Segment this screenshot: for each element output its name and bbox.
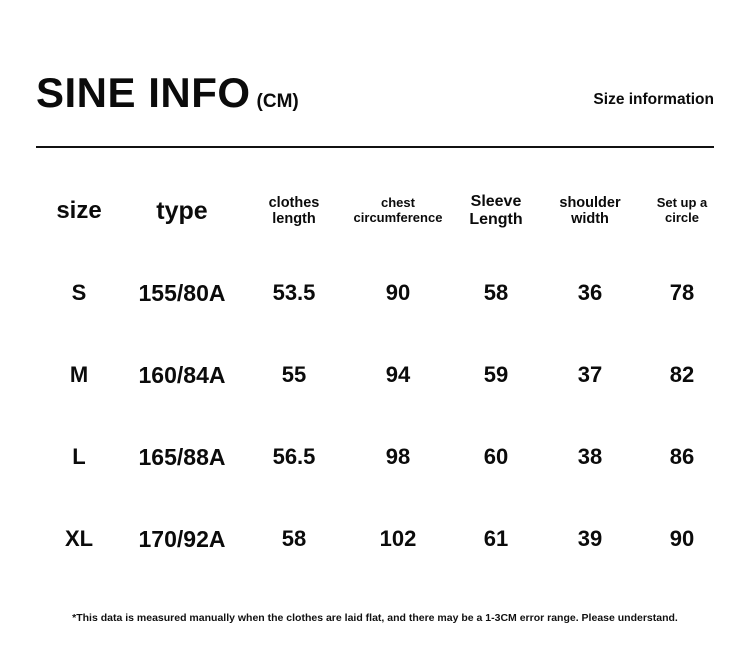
cell-sleeve-length: 60 xyxy=(483,444,509,469)
table-row xyxy=(36,416,726,498)
cell-sleeve-length: 59 xyxy=(483,362,509,387)
column-header-size-line1: size xyxy=(56,196,102,224)
size-table xyxy=(36,170,726,580)
cell-set-up-a-circle: 86 xyxy=(669,444,695,469)
cell-clothes-length: 53.5 xyxy=(272,280,316,305)
header xyxy=(36,58,714,114)
cell-set-up-a-circle: 82 xyxy=(669,362,695,387)
cell-size: M xyxy=(69,362,89,387)
cell-clothes-length: 58 xyxy=(281,526,307,551)
page-title-main: SINE INFO xyxy=(36,69,251,116)
column-header-set-up-a-circle xyxy=(638,170,726,252)
cell-size: XL xyxy=(64,526,94,551)
cell-chest-circumference: 102 xyxy=(379,526,417,551)
column-header-clothes-length xyxy=(242,170,346,252)
cell-shoulder-width: 39 xyxy=(577,526,603,551)
cell-type: 165/88A xyxy=(138,443,226,470)
cell-clothes-length: 56.5 xyxy=(272,444,316,469)
column-header-sleeve-length xyxy=(450,170,542,252)
column-header-sleeve-length-line1: Sleeve xyxy=(470,193,522,211)
column-header-type xyxy=(122,170,242,252)
cell-sleeve-length: 58 xyxy=(483,280,509,305)
cell-type: 170/92A xyxy=(138,525,226,552)
table-row xyxy=(36,498,726,580)
column-header-chest-circumference xyxy=(346,170,450,252)
column-header-clothes-length-line1: clothes xyxy=(268,194,320,211)
footnote: *This data is measured manually when the clothes are laid flat, and there may be a 1-3CM error range. Please understand. xyxy=(72,612,678,624)
cell-shoulder-width: 38 xyxy=(577,444,603,469)
column-header-size xyxy=(36,170,122,252)
column-header-set-up-a-circle-line2: circle xyxy=(665,210,699,225)
column-header-type-line1: type xyxy=(156,197,208,225)
cell-chest-circumference: 98 xyxy=(385,444,411,469)
header-divider xyxy=(36,146,714,148)
cell-shoulder-width: 37 xyxy=(577,362,603,387)
cell-shoulder-width: 36 xyxy=(577,280,603,305)
column-header-shoulder-width xyxy=(542,170,638,252)
cell-set-up-a-circle: 90 xyxy=(669,526,695,551)
column-header-shoulder-width-line1: shoulder xyxy=(559,194,621,211)
table-row xyxy=(36,252,726,334)
cell-set-up-a-circle: 78 xyxy=(669,280,695,305)
column-header-chest-circumference-line2: circumference xyxy=(353,210,443,225)
cell-size: L xyxy=(72,444,86,469)
cell-chest-circumference: 94 xyxy=(385,362,411,387)
table-header-row xyxy=(36,170,726,252)
cell-chest-circumference: 90 xyxy=(385,280,411,305)
column-header-set-up-a-circle-line1: Set up a xyxy=(656,195,708,211)
cell-size: S xyxy=(71,280,87,305)
cell-clothes-length: 55 xyxy=(281,362,307,387)
column-header-clothes-length-line2: length xyxy=(272,211,316,227)
column-header-sleeve-length-line2: Length xyxy=(469,211,523,228)
table-row xyxy=(36,334,726,416)
cell-type: 160/84A xyxy=(138,361,226,388)
column-header-shoulder-width-line2: width xyxy=(571,211,609,227)
header-subtitle: Size information xyxy=(593,91,714,108)
page-title xyxy=(36,69,299,116)
page-title-unit: (CM) xyxy=(256,91,299,112)
column-header-chest-circumference-line1: chest xyxy=(381,195,415,211)
cell-type: 155/80A xyxy=(138,279,226,306)
cell-sleeve-length: 61 xyxy=(483,526,509,551)
